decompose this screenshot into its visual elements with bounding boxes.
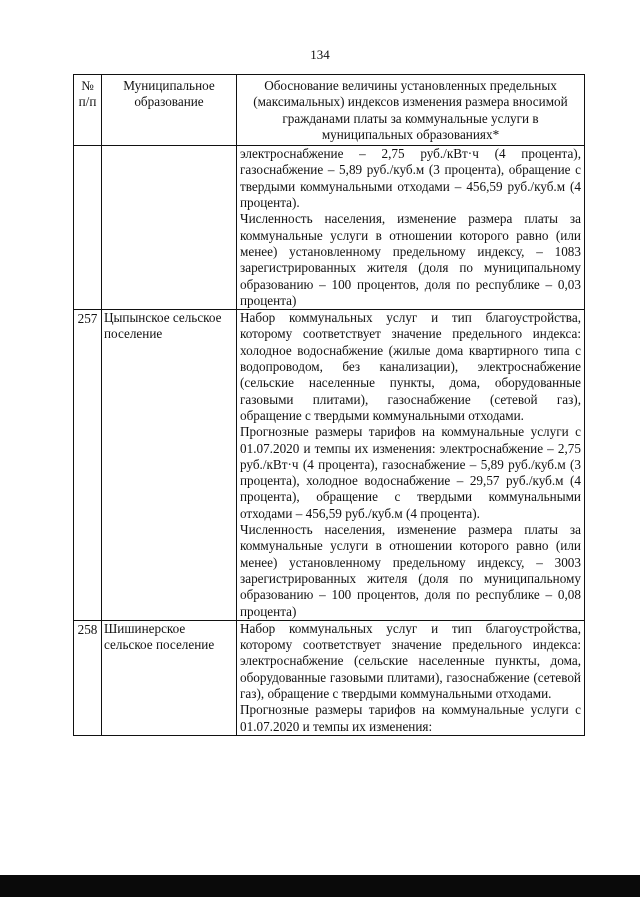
row-municipality: Шишинерское сельское поселение: [102, 620, 237, 735]
row-municipality: Цыпынское сельское поселение: [102, 310, 237, 621]
paragraph: Прогнозные размеры тарифов на коммунальные услуги с 01.07.2020 и темпы их изменения:: [240, 702, 581, 734]
paragraph: электроснабжение – 2,75 руб./кВт·ч (4 процента), газоснабжение – 5,89 руб./куб.м (3 процента), обращение с твердыми коммунальными отходами – 456,59 руб./куб.м (4 процента).: [240, 146, 581, 211]
header-justification: Обоснование величины установленных предельных (максимальных) индексов изменения размера вносимой гражданами платы за коммунальные услуги в муниципальных образованиях*: [237, 75, 585, 146]
paragraph: Набор коммунальных услуг и тип благоустройства, которому соответствует значение предельного индекса: электроснабжение (сельские населенные пункты, дома, оборудованные газовыми плитами), газоснабжение (сетевой газ), обращение с твердыми коммунальными отходами.: [240, 620, 581, 701]
paragraph: Численность населения, изменение размера платы за коммунальные услуги в отношении которого равно (или менее) установленному предельному индексу, – 1083 зарегистрированных жителя (доля по муниципальному образованию – 100 процентов, доля по республике – 0,03 процента): [240, 211, 581, 308]
row-num: 257: [74, 310, 102, 621]
row-justification: [237, 146, 585, 310]
paragraph: Численность населения, изменение размера платы за коммунальные услуги в отношении которого равно (или менее) установленному предельному индексу, – 3003 зарегистрированных жителя (доля по муниципальному образованию – 100 процентов, доля по республике – 0,08 процента): [240, 522, 581, 619]
header-municipality: Муниципальное образование: [102, 75, 237, 146]
table-row-258: [74, 620, 585, 735]
scan-edge-bar: [0, 875, 640, 897]
paragraph: Набор коммунальных услуг и тип благоустройства, которому соответствует значение предельного индекса: холодное водоснабжение (жилые дома квартирного типа с водопроводом, без канализации), электроснабжение (сельские населенные пункты, дома, оборудованные газовыми плитами), газоснабжение (сетевой газ), обращение с твердыми коммунальными отходами.: [240, 310, 581, 423]
row-justification: [237, 620, 585, 735]
table-row-continuation: [74, 146, 585, 310]
row-municipality-empty: [102, 146, 237, 310]
table-header-row: [74, 75, 585, 146]
row-num: 258: [74, 620, 102, 735]
paragraph: Прогнозные размеры тарифов на коммунальные услуги с 01.07.2020 и темпы их изменения: электроснабжение – 2,75 руб./кВт·ч (4 процента), газоснабжение – 5,89 руб./куб.м (3 процента), холодное водоснабжение – 29,57 руб./куб.м (4 процента), обращение с твердыми коммунальными отходами – 456,59 руб./куб.м (4 процента).: [240, 424, 581, 521]
table-row-257: [74, 310, 585, 621]
page-number: 134: [310, 47, 330, 62]
row-num-empty: [74, 146, 102, 310]
row-justification: [237, 310, 585, 621]
indices-table: [73, 74, 585, 736]
header-num: № п/п: [74, 75, 102, 146]
